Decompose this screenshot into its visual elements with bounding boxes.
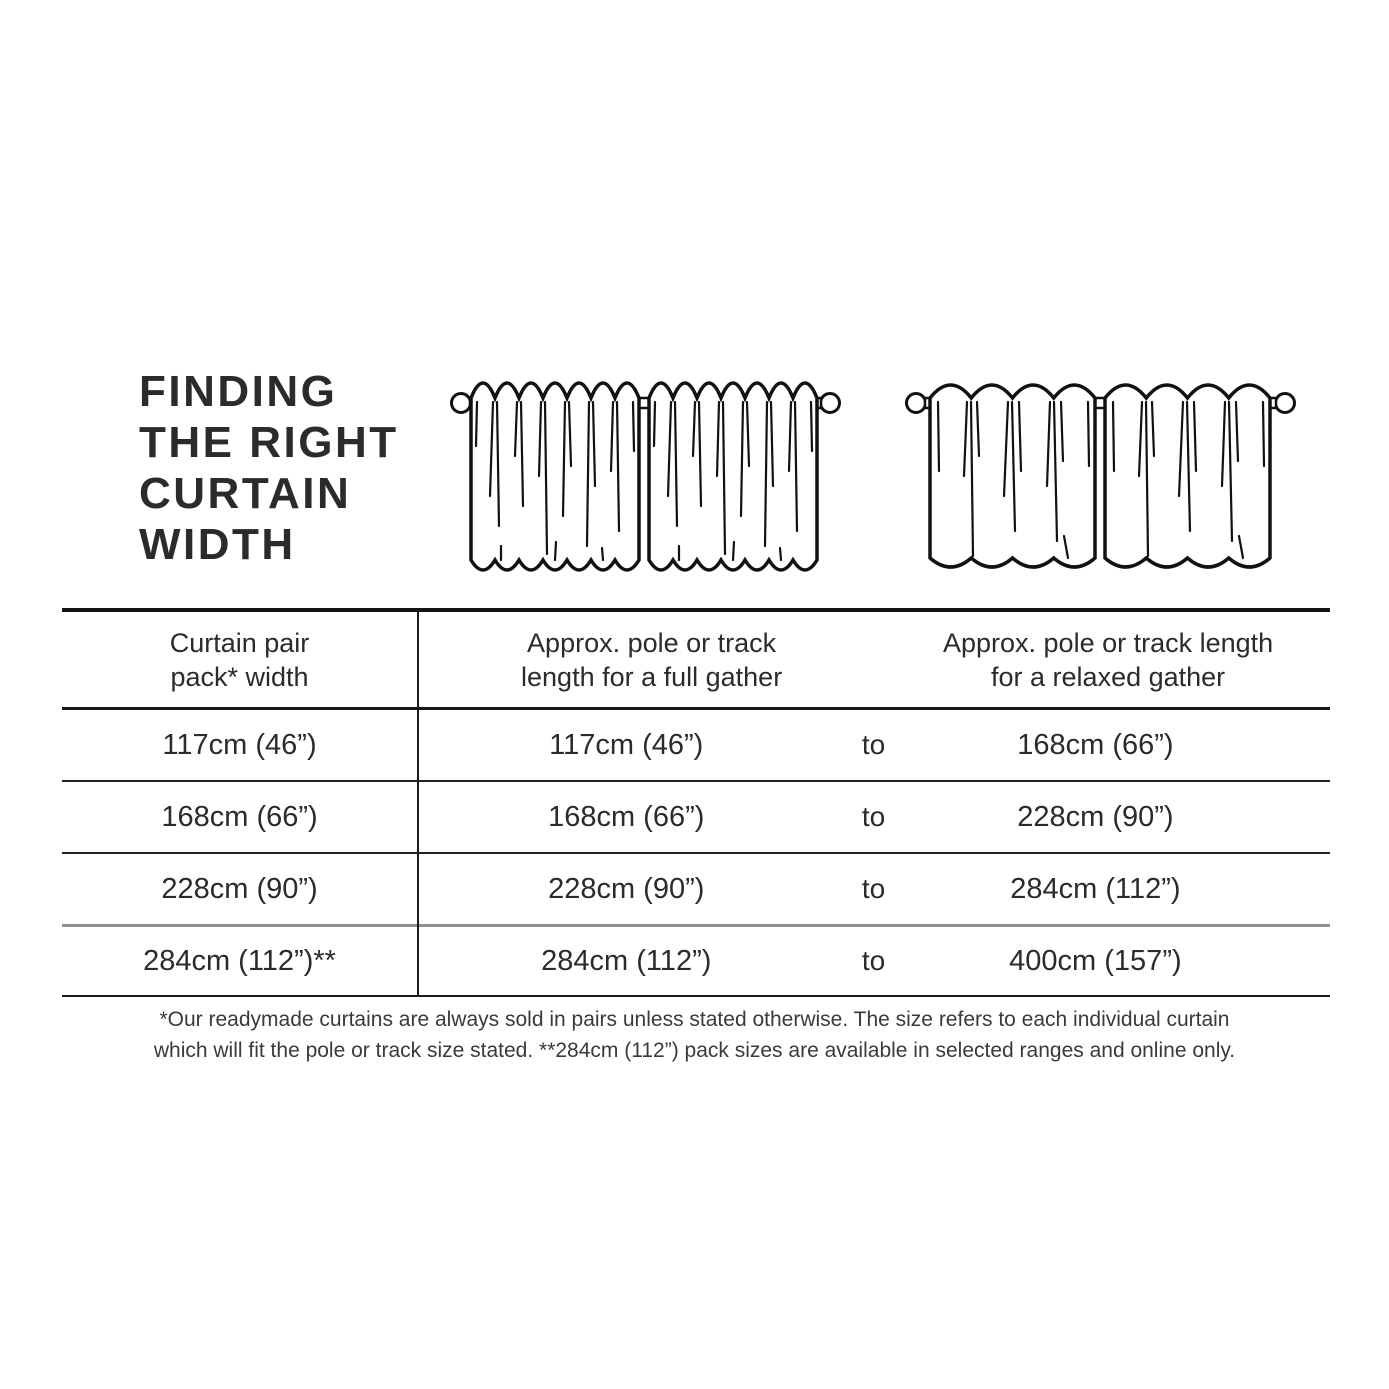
- header-text: for a relaxed gather: [991, 661, 1226, 692]
- to-label: to: [861, 945, 886, 976]
- relaxed-gather-curtain-icon: [903, 376, 1298, 581]
- table-row: [62, 782, 1330, 854]
- full-gather-curtain-icon: [448, 376, 843, 581]
- header-text: Approx. pole or track: [527, 627, 777, 658]
- full-gather-value: 117cm (46”): [549, 728, 704, 761]
- header-text: Curtain pair: [169, 627, 310, 658]
- page-title-line: THE RIGHT: [139, 418, 399, 467]
- footnote-line: *Our readymade curtains are always sold in pairs unless stated otherwise. The size refers to each individual curtain: [159, 1008, 1230, 1031]
- relaxed-gather-value: 168cm (66”): [1017, 728, 1174, 761]
- header-text: pack* width: [170, 661, 309, 692]
- header-text: Approx. pole or track length: [942, 627, 1274, 658]
- header-relaxed-gather: [886, 626, 1330, 694]
- relaxed-gather-value: 400cm (157”): [1009, 944, 1182, 977]
- full-gather-value: 168cm (66”): [548, 800, 705, 833]
- table-row: [62, 854, 1330, 927]
- page-title: [139, 366, 399, 570]
- table-row: [62, 927, 1330, 997]
- full-gather-value: 228cm (90”): [548, 872, 705, 905]
- to-label: to: [861, 873, 886, 904]
- table-header-row: [62, 612, 1330, 710]
- relaxed-gather-value: 228cm (90”): [1017, 800, 1174, 833]
- header-pack-width: [62, 626, 417, 694]
- page-title-line: FINDING: [139, 367, 338, 416]
- to-label: to: [861, 801, 886, 832]
- curtain-size-table: [62, 608, 1330, 997]
- pack-width-value: 228cm (90”): [161, 872, 318, 905]
- to-label: to: [861, 729, 886, 760]
- relaxed-gather-value: 284cm (112”): [1010, 872, 1181, 905]
- header-full-gather: [417, 626, 886, 694]
- pack-width-value: 168cm (66”): [161, 800, 318, 833]
- header-text: length for a full gather: [521, 661, 783, 692]
- page-title-line: WIDTH: [139, 520, 296, 569]
- pack-width-value: 117cm (46”): [162, 728, 317, 761]
- footnote-line: which will fit the pole or track size stated. **284cm (112”) pack sizes are available in selected ranges and online only.: [153, 1039, 1236, 1062]
- full-gather-value: 284cm (112”): [541, 944, 712, 977]
- footnote: [0, 1004, 1389, 1066]
- table-row: [62, 710, 1330, 782]
- pack-width-value: 284cm (112”)**: [143, 944, 336, 977]
- table-column-divider: [417, 612, 419, 997]
- page-title-line: CURTAIN: [139, 469, 352, 518]
